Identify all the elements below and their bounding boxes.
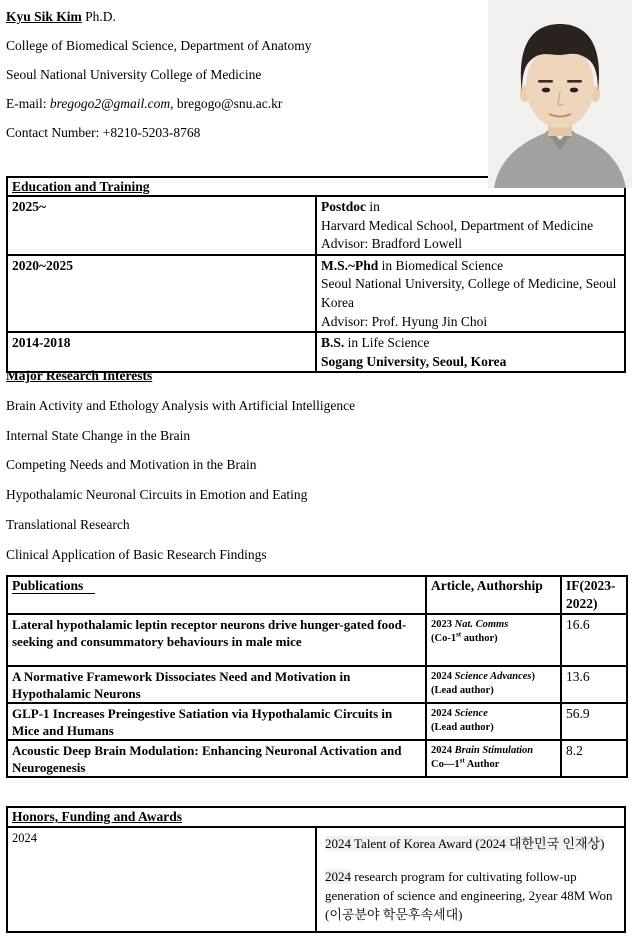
research-item: Hypothalamic Neuronal Circuits in Emotion and Eating xyxy=(6,487,308,503)
research-item: Competing Needs and Motivation in the Brain xyxy=(6,457,257,473)
pub-year: 2023 xyxy=(431,619,455,630)
honors-table xyxy=(6,806,626,933)
pub-year: 2024 xyxy=(431,671,455,682)
research-item: Brain Activity and Ethology Analysis with Artificial Intelligence xyxy=(6,397,356,413)
education-period: 2025~ xyxy=(7,196,316,255)
education-table xyxy=(6,176,626,373)
degree-name: M.S.~Phd xyxy=(321,257,379,273)
degree-field: in Biomedical Science xyxy=(378,257,504,273)
pub-journal: Brain Stimulation xyxy=(454,745,534,756)
education-details xyxy=(316,196,625,255)
publication-title: Acoustic Deep Brain Modulation: Enhancing Neuronal Activation and Neurogenesis xyxy=(7,740,426,777)
advisor: Advisor: Prof. Hyung Jin Choi xyxy=(321,313,488,329)
publication-authorship xyxy=(426,703,561,740)
email-primary: bregogo2@gmail.com xyxy=(49,96,171,111)
pub-journal: Science xyxy=(454,708,488,719)
institution: Sogang University, Seoul, Korea xyxy=(321,353,507,369)
affiliation-line-2: Seoul National University College of Medicine xyxy=(6,67,262,82)
degree-field: in Life Science xyxy=(344,335,430,351)
name-line xyxy=(6,2,486,31)
publication-row xyxy=(7,740,627,777)
institution: Harvard Medical School, Department of Medicine xyxy=(321,217,594,233)
institution: Seoul National University, College of Medicine, Seoul Korea xyxy=(321,276,617,310)
honors-row xyxy=(7,827,625,932)
pub-author-role: (Lead author) xyxy=(431,722,494,733)
degree-name: Postdoc xyxy=(321,199,366,214)
education-row-phd xyxy=(7,255,625,332)
publication-impact-factor: 13.6 xyxy=(561,666,627,703)
email-secondary: , bregogo@snu.ac.kr xyxy=(170,96,283,111)
honors-year: 2024 xyxy=(7,827,316,932)
education-section-title: Education and Training xyxy=(12,179,150,194)
research-item: Internal State Change in the Brain xyxy=(6,427,191,443)
publication-impact-factor: 16.6 xyxy=(561,614,627,666)
publication-title: Lateral hypothalamic leptin receptor neurons drive hunger-gated food-seeking and consummatory behaviours in male mice xyxy=(7,614,426,666)
publications-header-row xyxy=(7,576,627,614)
advisor: Advisor: Bradford Lowell xyxy=(321,236,462,252)
contact-line: Contact Number: +8210-5203-8768 xyxy=(6,125,201,140)
pub-author-role: (Co-1 xyxy=(431,633,457,644)
degree-name: B.S. xyxy=(321,335,345,351)
publication-authorship: 2024 Science Advances) (Lead author) xyxy=(426,666,561,703)
honor-item: 2024 research program for cultivating follow-up generation of science and engineering, 2year 48M Won (이공분야 학문후속세대) xyxy=(325,869,613,922)
honor-item: 2024 Talent of Korea Award (2024 대한민국 인재상) xyxy=(325,836,605,851)
publication-row xyxy=(7,614,627,666)
publication-authorship: 2023 Nat. Comms (Co-1st author) xyxy=(426,614,561,666)
publication-row xyxy=(7,666,627,703)
pub-author-role: (Lead author) xyxy=(431,685,494,696)
publication-authorship: 2024 Brain Stimulation Co—1st Author xyxy=(426,740,561,777)
publication-row xyxy=(7,703,627,740)
honors-details xyxy=(316,827,625,932)
research-item: Clinical Application of Basic Research Findings xyxy=(6,546,267,562)
article-authorship-header: Article, Authorship xyxy=(426,576,561,614)
research-section-title: Major Research Interests xyxy=(6,368,153,383)
education-period: 2020~2025 xyxy=(7,255,316,332)
honors-header-row xyxy=(7,807,625,827)
pub-journal: Nat. Comms xyxy=(454,619,509,630)
affiliation-line-1: College of Biomedical Science, Department of Anatomy xyxy=(6,38,312,53)
email-label: E-mail: xyxy=(6,96,50,111)
research-item: Translational Research xyxy=(6,516,130,532)
education-details xyxy=(316,255,625,332)
publications-table xyxy=(6,575,628,778)
research-interests-section xyxy=(6,361,606,570)
impact-factor-header: IF(2023-2022) xyxy=(561,576,627,614)
pub-journal: Science Advances xyxy=(454,671,532,682)
publication-impact-factor: 8.2 xyxy=(561,740,627,777)
degree-suffix: Ph.D. xyxy=(81,9,116,24)
pub-year: 2024 xyxy=(431,745,455,756)
email-line xyxy=(6,89,486,118)
publication-title: A Normative Framework Dissociates Need and Motivation in Hypothalamic Neurons xyxy=(7,666,426,703)
education-period: 2014-2018 xyxy=(7,332,316,372)
publication-title: GLP-1 Increases Preingestive Satiation via Hypothalamic Circuits in Mice and Humans xyxy=(7,703,426,740)
publications-section-title: Publications xyxy=(12,578,95,594)
portrait-photo xyxy=(488,0,632,188)
pub-year: 2024 xyxy=(431,708,455,719)
honors-section-title: Honors, Funding and Awards xyxy=(12,809,183,824)
publication-impact-factor: 56.9 xyxy=(561,703,627,740)
education-row-postdoc xyxy=(7,196,625,255)
person-name: Kyu Sik Kim xyxy=(6,9,82,24)
pub-author-role: Co—1 xyxy=(431,759,460,770)
header xyxy=(6,2,486,147)
degree-field: in xyxy=(366,199,380,214)
